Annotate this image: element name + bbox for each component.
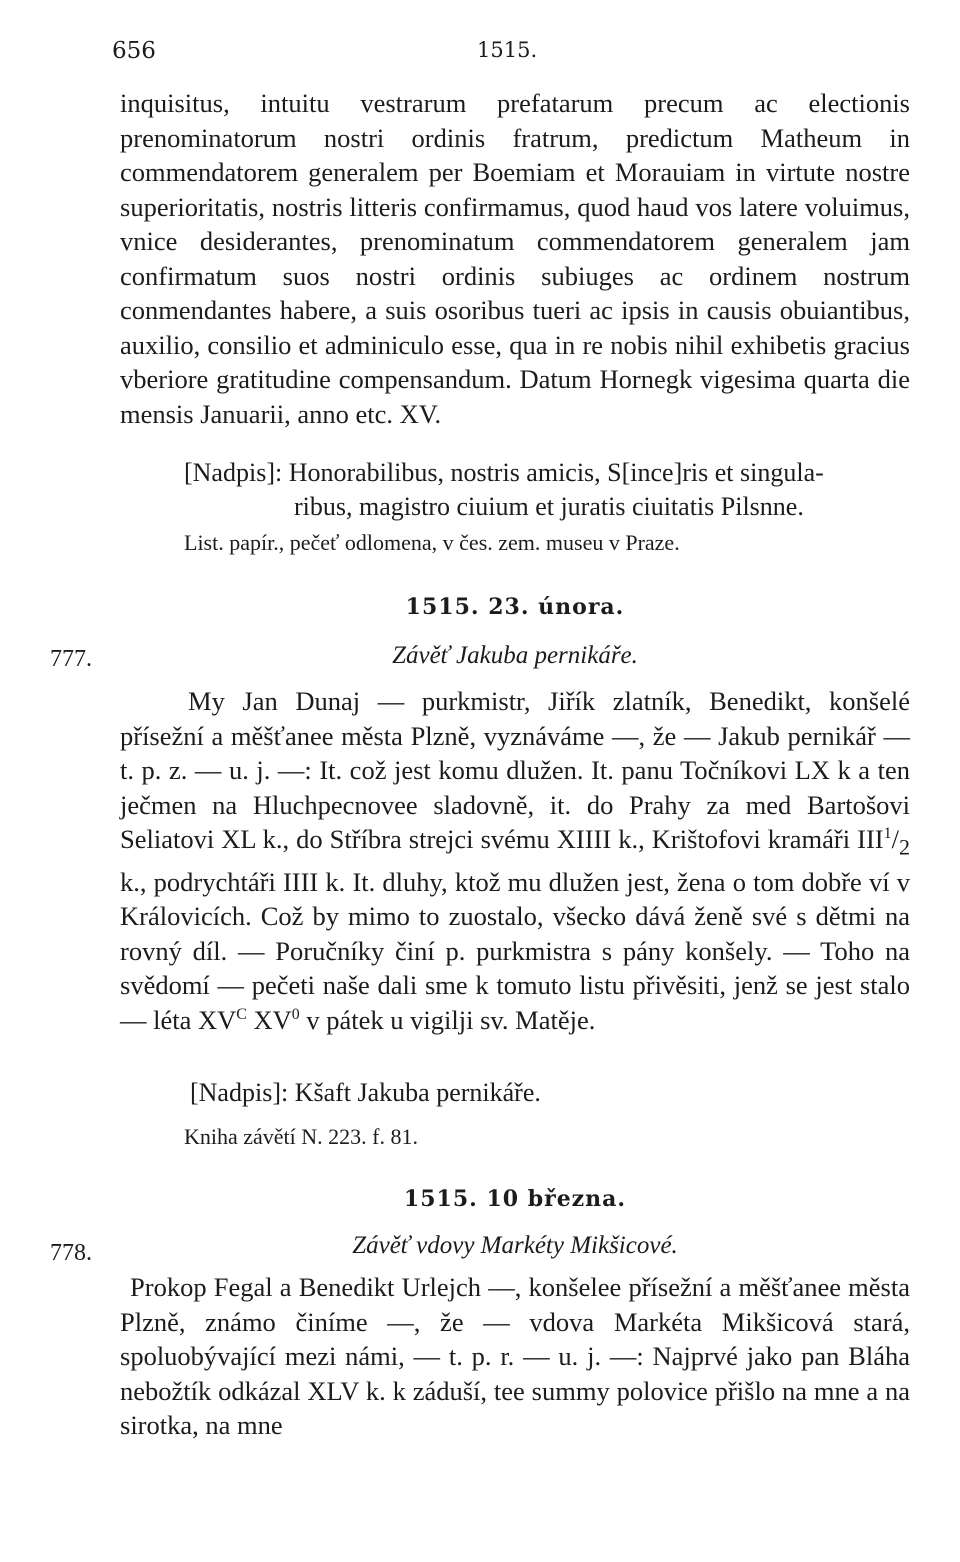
document-body-778: Prokop Fegal a Benedikt Urlejch —, konšelee přísežní a měšťanee města Plzně, známo činíme —, že — vdova Markéta Mikšicová stará, spoluobývající mezi námi, — t. p. r. — u. j. —: Najprvé jako pan Bláha nebožtík odkázal XLV k. k záduší, tee summy polovice přišlo na mne a na sirotka, na mne xyxy=(120,1272,910,1440)
inscription-777: [Nadpis]: Kšaft Jakuba pernikáře. xyxy=(190,1078,541,1107)
document-date-777: 1515. 23. února. xyxy=(405,594,625,620)
superscript-o: 0 xyxy=(291,1005,300,1023)
document-title-778: Závěť vdovy Markéty Mikšicové. xyxy=(352,1232,678,1259)
inscription-previous-document xyxy=(184,456,910,524)
page-number: 656 xyxy=(112,38,156,64)
document-body-777: My Jan Dunaj — purkmistr, Jiřík zlatník, Benedikt, konšelé přísežní a měšťanee města Plzně, vyznáváme —, že — Jakub pernikář — t. p. z. — u. j. —: It. což jest komu dlužen. It. panu Točníkovi LX k a ten ječmen na Hluchpecnovee sladovně, it. do Prahy za med Bartošovi Seliatovi XL k., do Stříbra strejci svému XIIII k., Krištofovi kramáři $III^1/_2$ k., podrychtáři IIII k. It. dluhy, ktož mu dlužen jest, žena o tom dobře ví v Královicích. Což by mimo to zuostalo, všecko dává ženě své s dětmi na rovný díl. — Poručníky činí p. purkmistra s pány konšely. — Toho na svědomí — pečeti naše dali sme k tomuto listu přivěsiti, jenž se jest stalo — léta $XV^C$ $XV^0$ v pátek u vigilji sv. Matěje. xyxy=(120,686,910,1035)
inscription-line-2: ribus, magistro ciuium et juratis ciuitatis Pilsnne. xyxy=(294,492,804,521)
body-777-part-c: XV xyxy=(246,1004,292,1035)
body-777-part-a: My Jan Dunaj — purkmistr, Jiřík zlatník, Benedikt, konšelé přísežní a měšťanee města Plzně, vyznáváme —, že — Jakub pernikář — t. p. z. — u. j. —: It. což jest komu dlužen. It. panu Točníkovi LX k a ten ječmen na Hluchpecnovee sladovně, it. do Prahy za med Bartošovi Seliatovi XL k., do Stříbra strejci svému XIIII k., Krištofovi kramáři III xyxy=(120,686,910,854)
source-note-777: Kniha závětí N. 223. f. 81. xyxy=(184,1124,418,1149)
document-title-777: Závěť Jakuba pernikáře. xyxy=(392,642,638,669)
fraction-numerator: 1 xyxy=(883,825,892,843)
superscript-c: C xyxy=(236,1005,247,1023)
inscription-label: [Nadpis]: xyxy=(184,458,283,487)
inscription-line-1: Honorabilibus, nostris amicis, S[ince]ris et singula- xyxy=(288,458,824,487)
fraction-denominator: 2 xyxy=(898,834,910,860)
source-note-previous: List. papír., pečeť odlomena, v čes. zem. museu v Praze. xyxy=(184,530,680,555)
document-number-777: 777. xyxy=(50,646,92,672)
page-header xyxy=(112,38,912,68)
body-777-part-d: v pátek u vigilji sv. Matěje. xyxy=(299,1004,596,1035)
document-date-778: 1515. 10 března. xyxy=(403,1186,627,1212)
document-number-778: 778. xyxy=(50,1240,92,1266)
running-header-year: 1515. xyxy=(477,38,538,62)
continued-document-text: inquisitus, intuitu vestrarum prefatarum precum ac electionis prenominatorum nostri ordinis fratrum, predictum Matheum in commendatorem generalem per Boemiam et Morauiam in virtute nostre superioritatis, nostris litteris confirmamus, quod haud vos latere voluimus, vnice desiderantes, prenominatum commendatorem generalem jam confirmatum suos nostri ordinis subiuges ac ordinem nostrum conmendantes habere, a suis osoribus tueri ac ipsis in causis obuiantibus, auxilio, consilio et adminiculo esse, qua in re nobis nihil exhibetis gracius vberiore gratitudine compensandum. Datum Hornegk vigesima quarta die mensis Januarii, anno etc. XV. xyxy=(120,88,910,429)
body-777-part-b: k., podrychtáři IIII k. It. dluhy, ktož mu dlužen jest, žena o tom dobře ví v Královicích. Což by mimo to zuostalo, všecko dává ženě své s dětmi na rovný díl. — Poručníky činí p. purkmistra s pány konšely. — Toho na svědomí — pečeti naše dali sme k tomuto listu přivěsiti, jenž se jest stalo — léta XV xyxy=(120,866,910,1035)
